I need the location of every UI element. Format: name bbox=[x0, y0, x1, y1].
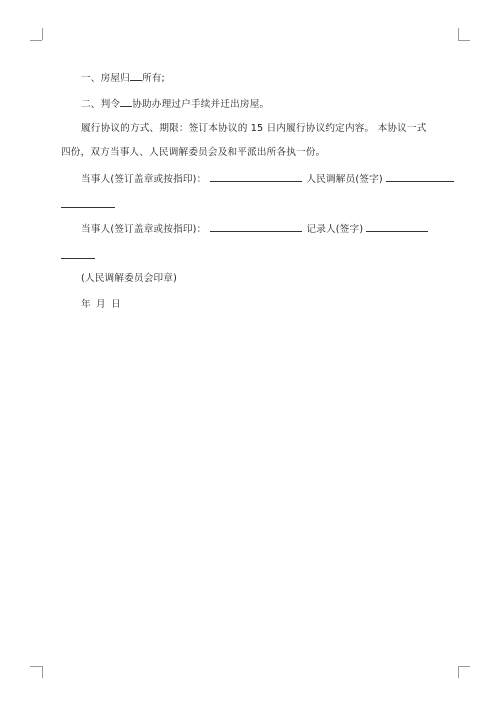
clause-ownership-suffix: 所有; bbox=[141, 73, 165, 84]
seal-note: (人民调解委员会印章) bbox=[81, 273, 178, 284]
mediator-signature-blank[interactable] bbox=[386, 172, 454, 182]
clause-order-prefix: 二、判令 bbox=[81, 99, 121, 110]
corner-mark-top-left bbox=[30, 40, 42, 41]
party-signature-blank-2[interactable] bbox=[210, 222, 302, 232]
party-signature-blank-1[interactable] bbox=[210, 172, 302, 182]
clause-order-suffix: 协助办理过户手续并迁出房屋。 bbox=[132, 99, 270, 110]
performance-line-1: 履行协议的方式、期限：签订本协议的 15 日内履行协议约定内容。 本协议一式 bbox=[81, 123, 427, 134]
corner-mark-top-left bbox=[42, 28, 43, 40]
corner-mark-top-right bbox=[458, 28, 459, 40]
party-signature-label-2: 当事人(签订盖章或按指印)： bbox=[81, 224, 207, 235]
recorder-signature-label: 记录人(签字) bbox=[306, 224, 364, 235]
performance-line-2: 四份，双方当事人、人民调解委员会及和平派出所各执一份。 bbox=[61, 147, 326, 158]
clause-order bbox=[81, 97, 269, 111]
corner-mark-bottom-left bbox=[30, 666, 42, 667]
corner-mark-top-right bbox=[458, 40, 470, 41]
mediator-signature-continuation[interactable] bbox=[61, 207, 115, 208]
recorder-signature-blank[interactable] bbox=[366, 222, 428, 232]
corner-mark-bottom-right bbox=[458, 666, 459, 678]
owner-blank[interactable] bbox=[130, 71, 142, 81]
recorder-signature-continuation[interactable] bbox=[61, 258, 95, 259]
corner-mark-bottom-left bbox=[42, 666, 43, 678]
signature-row-1 bbox=[81, 172, 454, 186]
corner-mark-bottom-right bbox=[458, 666, 470, 667]
signature-row-2 bbox=[81, 222, 428, 236]
party-blank[interactable] bbox=[120, 97, 132, 107]
mediator-signature-label: 人民调解员(签字) bbox=[306, 174, 383, 185]
date-line: 年 月 日 bbox=[81, 299, 121, 310]
clause-ownership-prefix: 一、房屋归 bbox=[81, 73, 130, 84]
party-signature-label-1: 当事人(签订盖章或按指印)： bbox=[81, 174, 207, 185]
clause-ownership bbox=[81, 71, 165, 85]
